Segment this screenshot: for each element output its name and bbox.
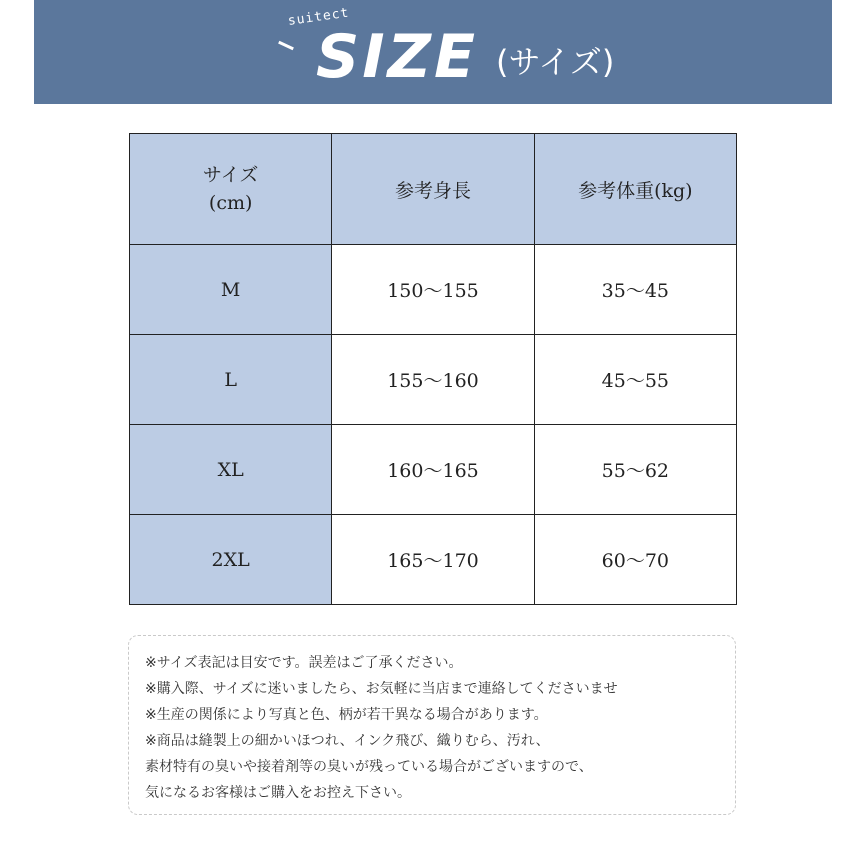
header-banner [34,0,832,104]
logo-slash-mark [278,41,294,50]
logo-japanese: (サイズ) [496,43,615,81]
note-line: ※生産の関係により写真と色、柄が若干異なる場合があります。 [145,707,548,723]
height-cell: 150～155 [332,245,534,335]
note-line: ※商品は縫製上の細かいほつれ、インク飛び、織りむら、汚れ、 [145,733,550,749]
header-size-label: サイズ [202,164,259,186]
note-line: 気になるお客様はご購入をお控え下さい。 [145,785,411,801]
logo-subtitle: suitect [286,5,351,29]
weight-cell: 55～62 [534,425,736,515]
table-row [130,245,737,335]
height-cell: 155～160 [332,335,534,425]
header-height-cell: 参考身長 [332,134,534,245]
table-row [130,335,737,425]
note-line: ※サイズ表記は目安です。誤差はご了承ください。 [145,655,463,671]
table-row [130,515,737,605]
size-cell: M [130,245,332,335]
size-table [129,133,737,605]
logo-title: SIZE [316,22,479,92]
weight-cell: 35～45 [534,245,736,335]
notes-box [128,635,736,815]
table-header-row [130,134,737,245]
header-size-unit: (cm) [208,192,253,214]
header-size-cell [130,134,332,245]
weight-cell: 60～70 [534,515,736,605]
size-cell: XL [130,425,332,515]
header-weight-cell: 参考体重(kg) [534,134,736,245]
height-cell: 160～165 [332,425,534,515]
size-cell: L [130,335,332,425]
note-line: 素材特有の臭いや接着剤等の臭いが残っている場合がございますので、 [145,759,593,775]
size-cell: 2XL [130,515,332,605]
note-line: ※購入際、サイズに迷いましたら、お気軽に当店まで連絡してくださいませ [145,681,618,697]
height-cell: 165～170 [332,515,534,605]
weight-cell: 45～55 [534,335,736,425]
table-row [130,425,737,515]
